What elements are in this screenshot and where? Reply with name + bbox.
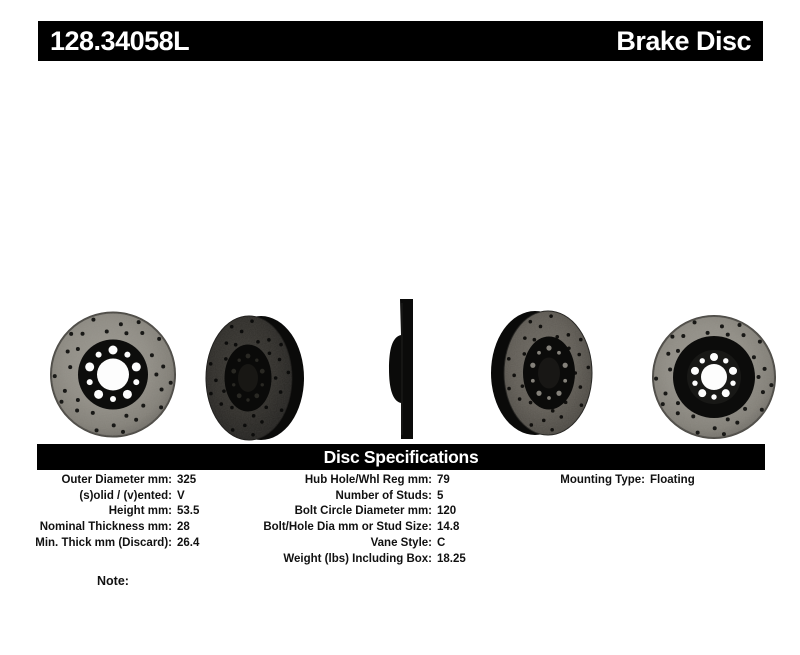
- brake-disc-rear-view-image: [648, 315, 780, 439]
- spec-row: [232, 520, 466, 536]
- spec-value: 18.25: [437, 552, 466, 565]
- spec-column-left: [22, 473, 199, 552]
- note-label: Note:: [97, 574, 129, 588]
- spec-value: 53.5: [177, 505, 200, 518]
- spec-row: [22, 473, 199, 489]
- header-bar: [38, 21, 763, 61]
- spec-label: Nominal Thickness mm:: [39, 521, 172, 534]
- spec-label: Mounting Type:: [560, 474, 645, 486]
- spec-value: 120: [437, 505, 457, 518]
- part-number: 128.34058L: [50, 25, 190, 56]
- spec-row: [22, 536, 199, 552]
- spec-row: [232, 552, 466, 568]
- spec-label: Height mm:: [108, 505, 172, 518]
- spec-value: 28: [177, 521, 190, 534]
- brake-disc-edge-profile-icon: [386, 297, 416, 441]
- spec-label: Number of Studs:: [335, 489, 432, 502]
- brake-disc-angled-rear-view-icon: [487, 309, 595, 437]
- spec-value: Floating: [650, 474, 695, 486]
- spec-label: (s)olid / (v)ented:: [79, 489, 172, 502]
- spec-value: 79: [437, 474, 450, 486]
- spec-row: [232, 473, 466, 489]
- brake-disc-edge-profile-image: [386, 297, 416, 441]
- spec-section-title: Disc Specifications: [323, 446, 479, 467]
- spec-column-middle: [232, 473, 466, 567]
- spec-section-header: [37, 444, 765, 470]
- spec-label: Outer Diameter mm:: [61, 474, 172, 486]
- product-title: Brake Disc: [616, 25, 751, 56]
- spec-value: V: [177, 489, 185, 502]
- spec-value: 325: [177, 474, 197, 486]
- spec-value: 26.4: [177, 536, 200, 549]
- spec-label: Bolt/Hole Dia mm or Stud Size:: [263, 521, 432, 534]
- spec-value: 14.8: [437, 521, 460, 534]
- spec-label: Min. Thick mm (Discard):: [35, 536, 172, 549]
- spec-label: Vane Style:: [370, 536, 432, 549]
- brake-disc-rear-view-icon: [648, 315, 780, 439]
- spec-row: [22, 520, 199, 536]
- spec-label: Weight (lbs) Including Box:: [283, 552, 432, 565]
- spec-row: [232, 536, 466, 552]
- spec-label: Bolt Circle Diameter mm:: [294, 505, 432, 518]
- brake-disc-front-view-image: [49, 311, 177, 438]
- spec-value: 5: [437, 489, 444, 502]
- brake-disc-front-view-icon: [49, 311, 177, 438]
- spec-value: C: [437, 536, 446, 549]
- brake-disc-angled-rear-view-image: [487, 309, 595, 437]
- spec-row: [232, 504, 466, 520]
- spec-row: [500, 473, 695, 489]
- brake-disc-angled-front-view-icon: [205, 314, 307, 442]
- spec-row: [232, 489, 466, 505]
- spec-row: [22, 489, 199, 505]
- brake-disc-angled-front-view-image: [205, 314, 307, 442]
- spec-row: [22, 504, 199, 520]
- spec-label: Hub Hole/Whl Reg mm:: [304, 474, 432, 486]
- spec-column-right: [500, 473, 695, 489]
